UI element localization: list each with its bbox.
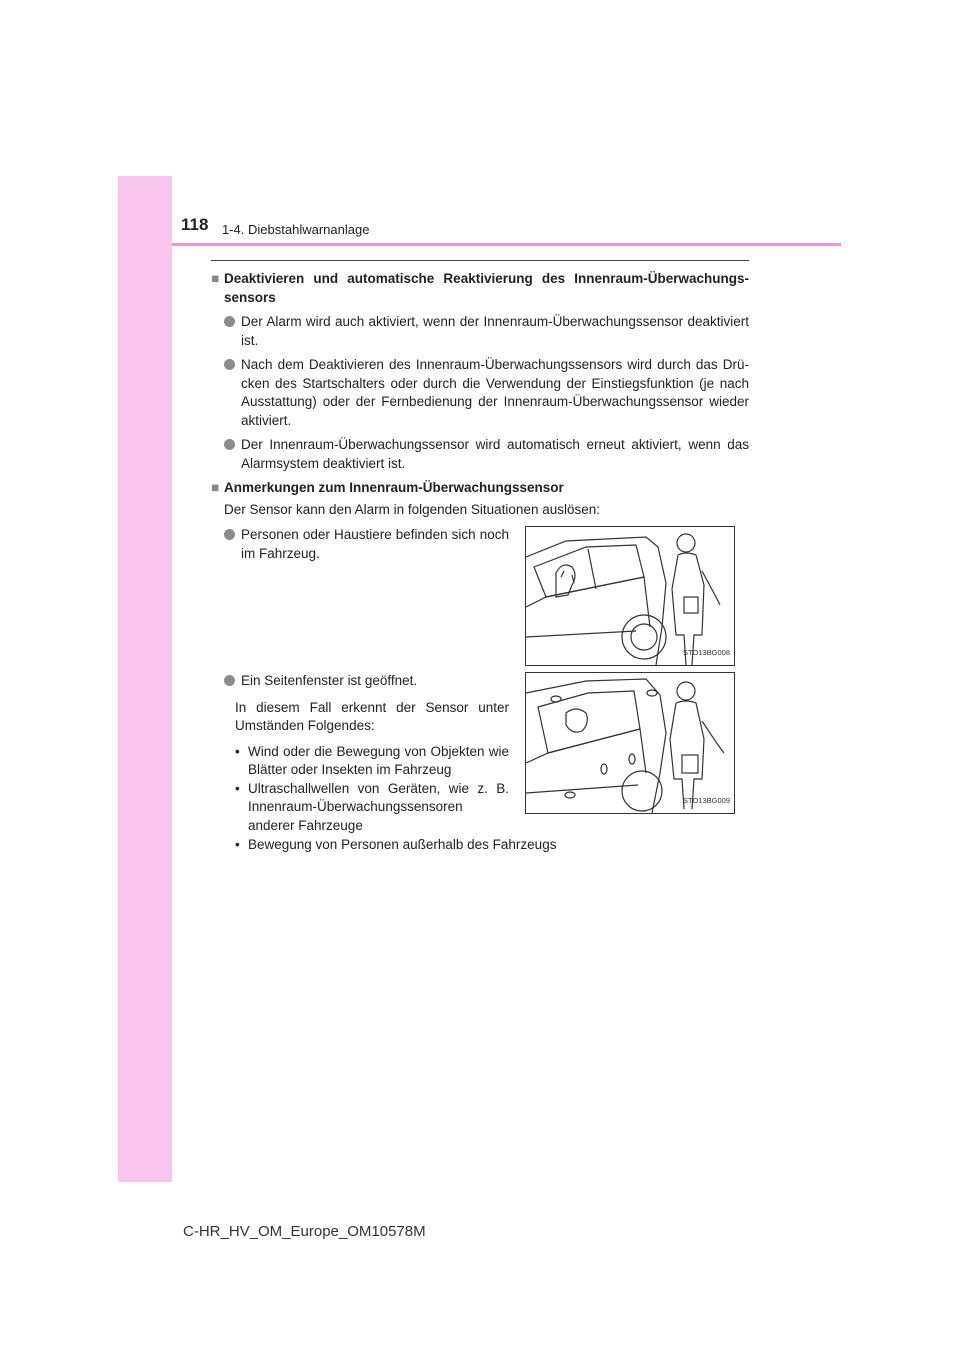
circle-bullet-icon xyxy=(224,359,235,370)
row-persons xyxy=(211,526,749,666)
heading-notes: ■ Anmerkungen zum Innenraum-Überwachungssensor xyxy=(211,479,749,498)
bullet-item: Ein Seitenfenster ist geöffnet. xyxy=(211,672,509,691)
row-window xyxy=(211,672,749,835)
side-tab-bar xyxy=(118,176,172,1182)
bullet-item: Der Innenraum-Überwachungssensor wird automatisch erneut aktiviert, wenn das Alarmsystem deaktiviert ist. xyxy=(211,436,749,473)
window-explanation: In diesem Fall erkennt der Sensor unter Umständen Folgendes: xyxy=(235,699,509,733)
sub-item-wind: • Wind oder die Bewegung von Objekten wie Blätter oder Insekten im Fahrzeug xyxy=(211,743,509,780)
bullet-item: Nach dem Deaktivieren des Innenraum-Überwachungssensors wird durch das Drü-cken des Startschalters oder durch die Verwendung der Einstiegsfunktion (je nach Ausstattung) oder der Fernbedienung der Innenraum-Überwachungssensor wieder aktiviert. xyxy=(211,356,749,430)
circle-bullet-icon xyxy=(224,439,235,450)
heading-deactivation: ■ Deaktivieren und automatische Reaktivierung des Innenraum-Überwachungs-sensors xyxy=(211,270,749,307)
bullet-item: Personen oder Haustiere befinden sich noch im Fahrzeug. xyxy=(211,526,509,563)
content-rule xyxy=(211,260,749,261)
figure-code: STO13BG009 xyxy=(683,795,730,805)
dot-marker: • xyxy=(235,780,240,796)
intro-text: Der Sensor kann den Alarm in folgenden Situationen auslösen: xyxy=(224,501,600,517)
section-title: 1-4. Diebstahlwarnanlage xyxy=(222,222,370,237)
header-rule xyxy=(172,243,841,246)
figure-dog-in-car xyxy=(525,526,735,666)
sub-item-ultrasonic: • Ultraschallwellen von Geräten, wie z. B. Innenraum-Überwachungssensoren anderer Fahrzeuge xyxy=(211,780,509,836)
dot-marker: • xyxy=(235,837,240,852)
sub-item-movement: • Bewegung von Personen außerhalb des Fahrzeugs xyxy=(211,836,749,855)
figure-open-window xyxy=(525,672,735,814)
figure-code: STO13BG008 xyxy=(683,647,730,657)
circle-bullet-icon xyxy=(224,675,235,686)
square-bullet-icon: ■ xyxy=(211,480,220,495)
page-number: 118 xyxy=(181,215,209,234)
square-bullet-icon: ■ xyxy=(211,271,220,286)
bullet-item: Der Alarm wird auch aktiviert, wenn der Innenraum-Überwachungssensor deaktiviert ist. xyxy=(211,313,749,350)
main-content xyxy=(211,270,749,855)
dot-marker: • xyxy=(235,743,240,759)
circle-bullet-icon xyxy=(224,529,235,540)
footer-doc-id: C-HR_HV_OM_Europe_OM10578M xyxy=(183,1223,426,1240)
circle-bullet-icon xyxy=(224,316,235,327)
